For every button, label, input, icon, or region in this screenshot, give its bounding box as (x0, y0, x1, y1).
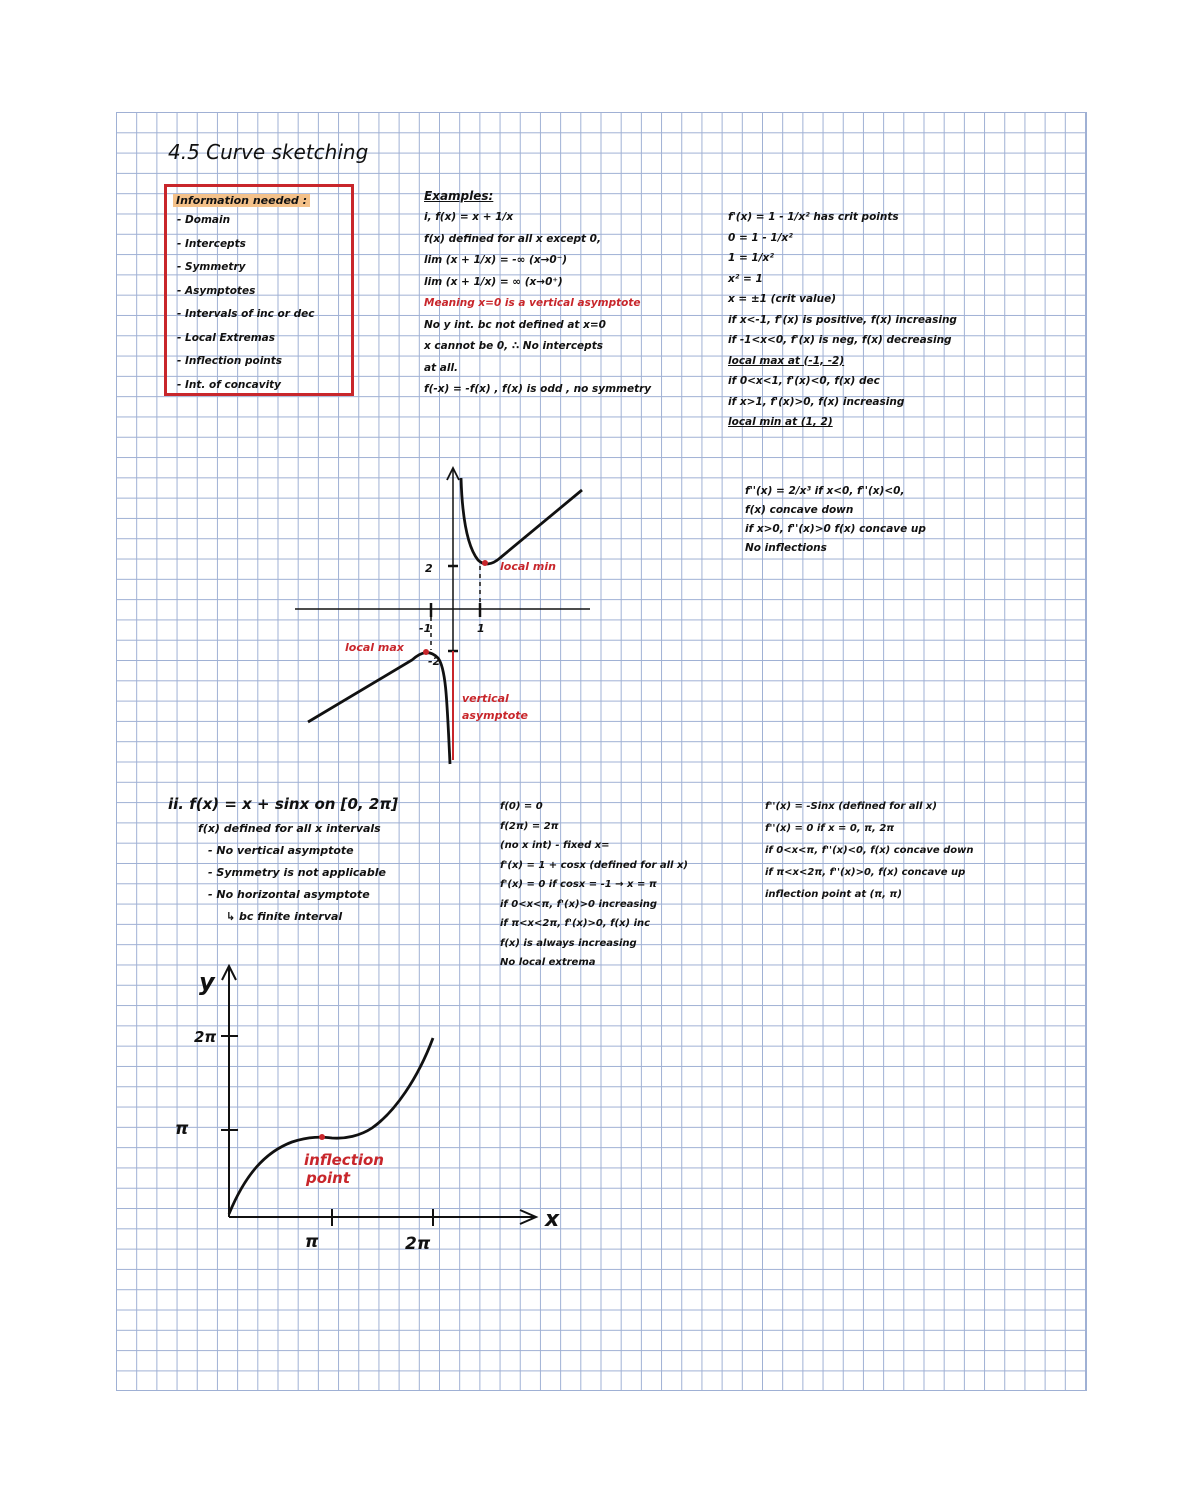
note-line: (no x int) - fixed x= (500, 840, 610, 851)
note-line: 1 = 1/x² (728, 252, 774, 264)
note-line: if x>1, f'(x)>0, f(x) increasing (728, 395, 905, 408)
note-line-underlined: local min at (1, 2) (728, 416, 833, 428)
examples-heading: Examples: (424, 189, 494, 203)
info-box-heading: Information needed : (173, 194, 310, 207)
page-title: 4.5 Curve sketching (168, 140, 369, 164)
note-line: - Symmetry is not applicable (208, 866, 386, 879)
curve-x-plus-sinx (229, 1038, 433, 1214)
info-item: - Inflection points (177, 355, 283, 367)
note-line-red: Meaning x=0 is a vertical asymptote (424, 297, 641, 309)
note-line: f(x) defined for all x intervals (198, 822, 381, 835)
note-line: No inflections (745, 542, 827, 554)
note-line: f'(x) = 1 + cosx (defined for all x) (500, 859, 688, 871)
note-line: at all. (424, 361, 459, 374)
note-line: x cannot be 0, ∴ No intercepts (424, 340, 603, 352)
tick-label-x-neg-one: -1 (419, 622, 432, 635)
note-line: if 0<x<π, f''(x)<0, f(x) concave down (765, 845, 974, 856)
note-line: inflection point at (π, π) (765, 889, 902, 900)
note-line: f(0) = 0 (500, 801, 543, 812)
point-label: point (306, 1169, 351, 1187)
note-line: No local extrema (500, 957, 596, 968)
note-line: lim (x + 1/x) = ∞ (x→0⁺) (424, 275, 563, 288)
note-line: f''(x) = 2/x³ if x<0, f''(x)<0, (745, 485, 905, 497)
note-line: No y int. bc not defined at x=0 (424, 318, 606, 331)
note-line: if x>0, f''(x)>0 f(x) concave up (745, 523, 926, 535)
info-item: - Symmetry (177, 261, 246, 273)
note-line-underlined: local max at (-1, -2) (728, 354, 845, 367)
tick-label-y-two: 2 (425, 562, 433, 575)
note-line: if 0<x<1, f'(x)<0, f(x) dec (728, 375, 880, 387)
note-line: x² = 1 (728, 272, 763, 285)
note-line: f(x) is always increasing (500, 937, 637, 949)
note-line: - No vertical asymptote (208, 844, 354, 857)
local-max-label: local max (345, 641, 404, 654)
tick-label-x-one: 1 (477, 622, 485, 635)
asymptote-label: asymptote (462, 709, 529, 722)
tick-label-y-two-pi: 2π (194, 1028, 217, 1046)
tick-label-x-pi: π (305, 1232, 319, 1252)
note-line: f''(x) = 0 if x = 0, π, 2π (765, 823, 895, 834)
info-item: - Intercepts (177, 237, 246, 250)
info-item: - Local Extremas (177, 331, 276, 344)
y-axis-label: y (199, 968, 215, 996)
note-line: if π<x<2π, f'(x)>0, f(x) inc (500, 918, 651, 929)
note-line: i, f(x) = x + 1/x (424, 211, 514, 223)
note-line: f(x) defined for all x except 0, (424, 232, 601, 245)
info-item: - Domain (177, 214, 231, 226)
note-line: if 0<x<π, f'(x)>0 increasing (500, 898, 658, 910)
vertical-label: vertical (462, 692, 509, 705)
note-line: ↳ bc finite interval (226, 910, 343, 923)
info-item: - Asymptotes (177, 284, 256, 297)
inflection-point (319, 1134, 325, 1140)
local-min-label: local min (500, 560, 556, 573)
note-line: if x<-1, f'(x) is positive, f(x) increasing (728, 313, 957, 326)
note-line: f(2π) = 2π (500, 820, 559, 832)
note-line: - No horizontal asymptote (208, 888, 370, 901)
info-item: - Int. of concavity (177, 378, 282, 391)
note-line: lim (x + 1/x) = -∞ (x→0⁻) (424, 254, 568, 266)
note-line-heading: ii. f(x) = x + sinx on [0, 2π] (168, 795, 399, 813)
note-line: f'(x) = 0 if cosx = -1 → x = π (500, 879, 657, 890)
note-line: x = ±1 (crit value) (728, 293, 837, 305)
tick-label-y-neg-two: -2 (428, 655, 441, 668)
note-line: f''(x) = -Sinx (defined for all x) (765, 801, 937, 812)
note-line: if -1<x<0, f'(x) is neg, f(x) decreasing (728, 334, 952, 346)
tick-label-y-pi: π (175, 1119, 189, 1139)
note-line: f'(x) = 1 - 1/x² has crit points (728, 211, 899, 223)
note-line: if π<x<2π, f''(x)>0, f(x) concave up (765, 867, 966, 878)
inflection-label: inflection (304, 1151, 384, 1169)
tick-label-x-two-pi: 2π (405, 1234, 431, 1254)
note-line: f(-x) = -f(x) , f(x) is odd , no symmetry (424, 383, 652, 395)
note-line: f(x) concave down (745, 504, 854, 516)
note-line: 0 = 1 - 1/x² (728, 231, 793, 244)
info-item: - Intervals of inc or dec (177, 308, 315, 320)
x-axis-label: x (545, 1207, 560, 1232)
